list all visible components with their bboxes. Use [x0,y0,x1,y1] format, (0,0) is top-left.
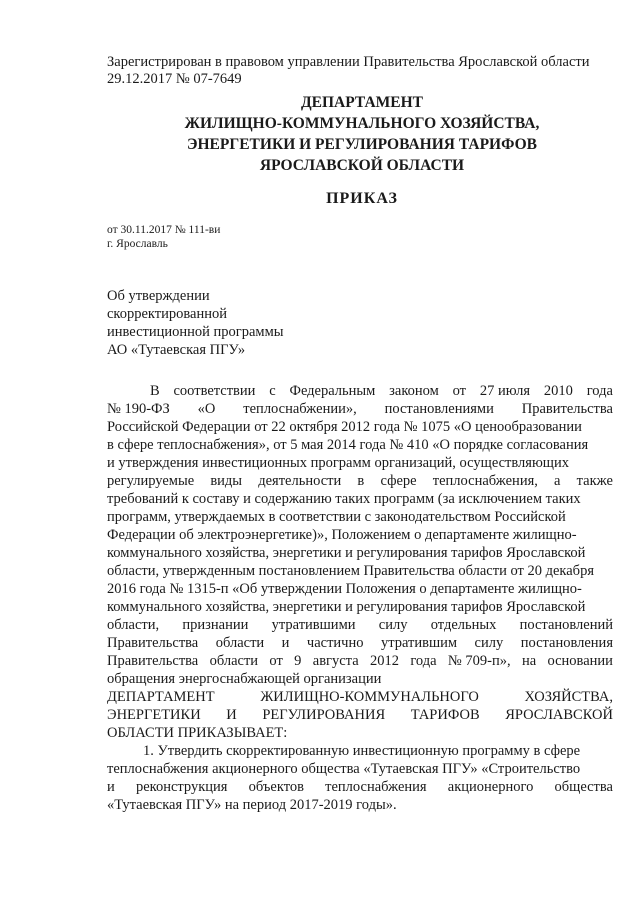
order-subject [107,287,284,359]
preamble-line: программ, утверждаемых в соответствии с законодательством Российской [107,509,566,525]
item-1-line: теплоснабжения акционерного общества «Тутаевская ПГУ» «Строительство [107,761,581,777]
word: также [576,473,613,489]
item-1-line [107,778,613,796]
department-line: ДЕПАРТАМЕНТ [300,94,424,111]
word: от [269,653,283,669]
preamble-line [107,382,613,400]
word: И [226,707,237,723]
word: года [586,383,613,399]
word: соответствии [173,383,256,399]
word: «О [197,401,216,417]
department-line: ЖИЛИЩНО-КОММУНАЛЬНОГО ХОЗЯЙСТВА, [184,115,540,132]
word: Федеральным [289,383,376,399]
preamble-line: Российской Федерации от 22 октября 2012 года № 1075 «О ценообразовании [107,419,582,435]
word: теплоснабжения, [432,473,538,489]
word: и [281,635,290,651]
resolve-line [107,688,613,706]
word: законом [389,383,439,399]
preamble-line: обращения энергоснабжающей организации [107,671,382,687]
word: деятельности [258,473,342,489]
subject-line: АО «Тутаевская ПГУ» [107,342,246,358]
word: с [269,383,276,399]
word: силу [378,617,408,633]
word: от [452,383,467,399]
word: В [150,383,160,399]
word: отдельных [430,617,497,633]
word: ДЕПАРТАМЕНТ [107,689,215,705]
word: 2010 [543,383,573,399]
word: утратившими [271,617,356,633]
word: августа [312,653,359,669]
department-line: ЭНЕРГЕТИКИ И РЕГУЛИРОВАНИЯ ТАРИФОВ [186,136,538,153]
word: признании [182,617,249,633]
preamble-line: области, утвержденным постановлением Правительства области от 20 декабря [107,563,594,579]
preamble-line: требований к составу и содержанию таких программ (за исключением таких [107,491,581,507]
word: теплоснабжения [325,779,427,795]
word: области [209,653,259,669]
preamble-line [107,472,613,490]
preamble-line: Федерации об электроэнергетике)», Положением о департаменте жилищно- [107,527,577,543]
department-line: ЯРОСЛАВСКОЙ ОБЛАСТИ [259,157,465,174]
word: и [107,779,115,795]
word: РЕГУЛИРОВАНИЯ [262,707,386,723]
word: Правительства [107,653,199,669]
word: утратившим [380,635,458,651]
word: ЖИЛИЩНО-КОММУНАЛЬНОГО [260,689,479,705]
word: ЯРОСЛАВСКОЙ [505,707,613,723]
word: ХОЗЯЙСТВА, [524,689,613,705]
subject-line: скорректированной [107,306,228,322]
item-1-line: «Тутаевская ПГУ» на период 2017-2019 годы». [107,797,397,813]
word: Правительства [107,635,199,651]
preamble-line [107,616,613,634]
word: постановлений [519,617,613,633]
word: 2012 [369,653,399,669]
word: частично [306,635,364,651]
word: теплоснабжении», [243,401,357,417]
word: области [215,635,265,651]
word: ЭНЕРГЕТИКИ [107,707,201,723]
order-meta [107,223,220,251]
order-city: г. Ярославль [107,238,168,250]
word: № 190-ФЗ [107,401,170,417]
word: на [521,653,537,669]
registration-number: 29.12.2017 № 07-7649 [107,71,242,87]
word: 9 [294,653,302,669]
word: акционерного [447,779,534,795]
word: реконструкция [135,779,228,795]
preamble-line: коммунального хозяйства, энергетики и регулирования тарифов Ярославской [107,545,586,561]
subject-line: инвестиционной программы [107,324,284,340]
word: ТАРИФОВ [410,707,480,723]
word: сфере [380,473,417,489]
preamble-line [107,652,613,670]
word: регулируемые [107,473,195,489]
department-header [107,92,617,176]
preamble-line: и утверждения инвестиционных программ организаций, осуществляющих [107,455,569,471]
word: объектов [248,779,304,795]
registration-line: Зарегистрирован в правовом управлении Правительства Ярославской области [107,54,590,70]
preamble-line: в сфере теплоснабжения», от 5 мая 2014 года № 410 «О порядке согласования [107,437,589,453]
word: общества [554,779,613,795]
word: постановлениями [384,401,494,417]
word: в [357,473,365,489]
word: 27 июля [479,383,531,399]
word: области, [107,617,160,633]
word: виды [210,473,243,489]
preamble-line [107,634,613,652]
resolve-line: ОБЛАСТИ ПРИКАЗЫВАЕТ: [107,725,288,741]
word: силу [474,635,504,651]
preamble-line [107,400,613,418]
word: года [410,653,437,669]
order-date-number: от 30.11.2017 № 111-ви [107,224,221,236]
item-1-line: 1. Утвердить скорректированную инвестиционную программу в сфере [143,743,581,759]
preamble-line: коммунального хозяйства, энергетики и регулирования тарифов Ярославской [107,599,586,615]
word: № 709-п», [447,653,511,669]
word: а [554,473,561,489]
resolve-line [107,706,613,724]
order-body [107,382,613,814]
word: постановления [520,635,613,651]
word: Правительства [521,401,613,417]
preamble-line: 2016 года № 1315-п «Об утверждении Положения о департаменте жилищно- [107,581,582,597]
order-title: ПРИКАЗ [326,190,398,207]
registration-note [107,54,617,88]
word: основании [547,653,613,669]
subject-line: Об утверждении [107,288,210,304]
